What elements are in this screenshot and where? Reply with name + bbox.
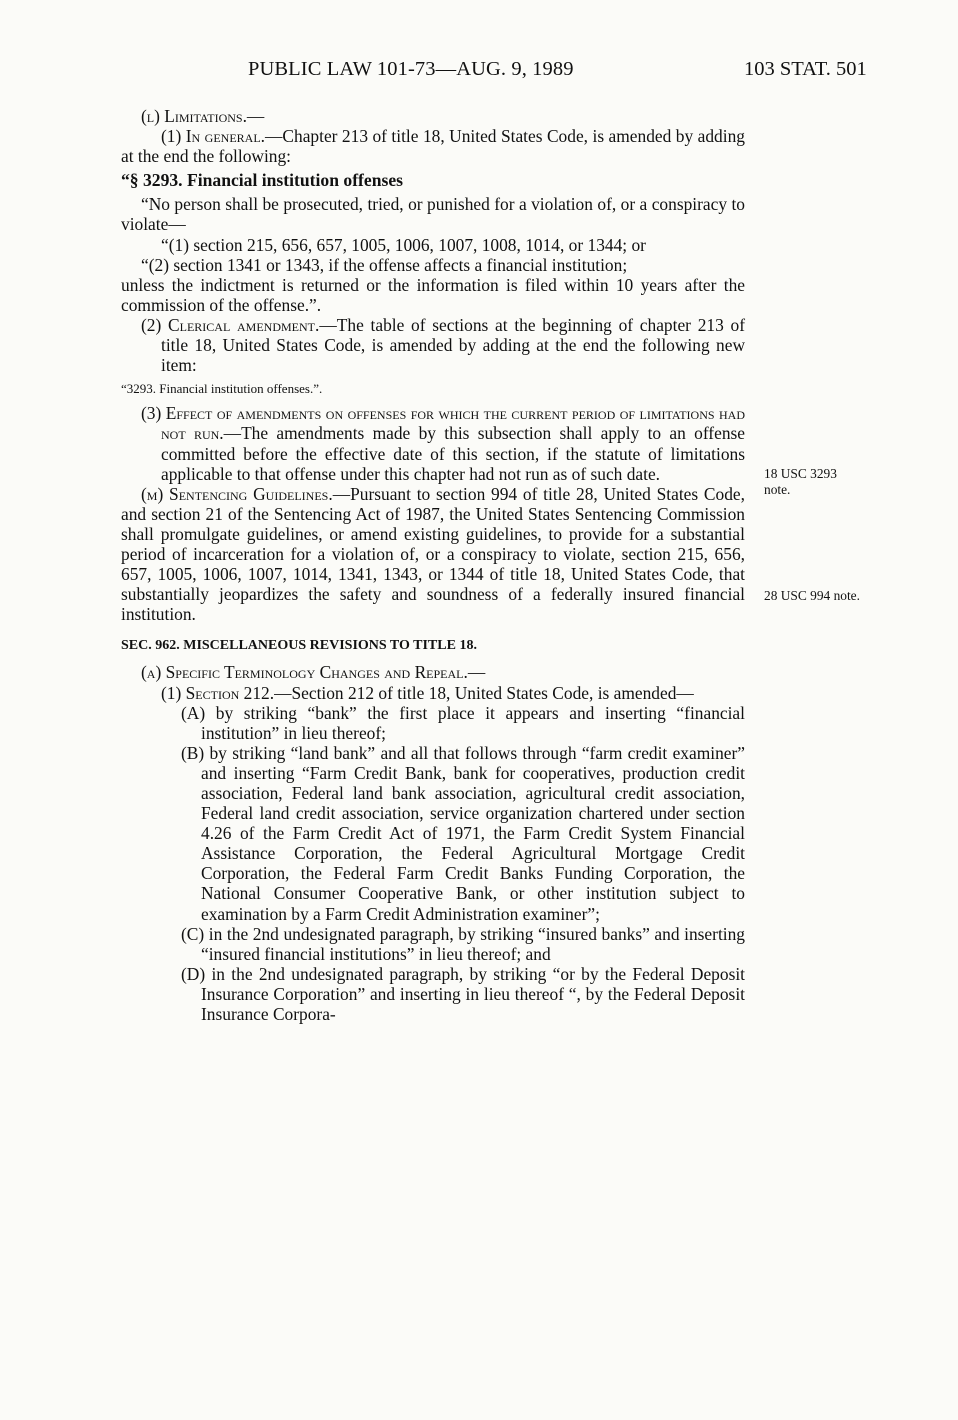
- section-962-title: SEC. 962. MISCELLANEOUS REVISIONS TO TITLE 18.: [121, 638, 477, 654]
- table-of-sections-item: “3293. Financial institution offenses.”.: [121, 381, 323, 397]
- document-body: [121, 106, 745, 1024]
- paragraph-l3-label: (3) Effect of amendments on offenses for which the current period of limitations had not run.: [141, 403, 745, 444]
- paragraph-l2: [121, 315, 745, 375]
- paragraph-l1-label: (1) In general.: [161, 126, 266, 147]
- page-header-title: PUBLIC LAW 101-73—AUG. 9, 1989: [248, 58, 574, 80]
- margin-note-18-usc-3293: 18 USC 3293 note.: [764, 466, 837, 497]
- new-section-item-2: “(2) section 1341 or 1343, if the offense affects a financial institution;: [141, 254, 628, 275]
- clause-A: (A) by striking “bank” the first place it appears and inserting “financial institution” in lieu thereof;: [181, 702, 745, 743]
- subsection-m: [121, 484, 745, 625]
- subsection-m-label: (m) Sentencing Guidelines.: [141, 483, 333, 504]
- paragraph-l2-text: —The table of sections at the beginning of chapter 213 of title 18, United States Code, is amended by adding at the end the following new item:: [161, 314, 746, 376]
- paragraph-l2-label: (2) Clerical amendment.: [141, 314, 320, 335]
- paragraph-l3-text: —The amendments made by this subsection shall apply to an offense committed before the effective date of this section, if the statute of limitations applicable to that offense under this chapter had not run as of such date.: [161, 423, 745, 484]
- clause-B: (B) by striking “land bank” and all that follows through “farm credit examiner” and inserting “Farm Credit Bank, bank for cooperatives, production credit association, Federal land bank association, agricultural credit association, Federal land credit association, service organization chartered under section 4.26 of the Farm Credit Act of 1971, the Farm Credit System Financial Assistance Corporation, the Federal Agricultural Mortgage Credit Corporation, the Federal Farm Credit Banks Funding Corporation, the National Consumer Cooperative Bank, or other institution subject to examination by a Farm Credit Administration examiner”;: [181, 742, 745, 924]
- paragraph-962a1-text: —Section 212 of title 18, United States Code, is amended—: [274, 682, 694, 703]
- new-section-heading: “§ 3293. Financial institution offenses: [121, 170, 404, 191]
- paragraph-l1-text: —Chapter 213 of title 18, United States Code, is amended by adding at the end the following:: [121, 126, 745, 167]
- subsection-m-text: —Pursuant to section 994 of title 28, United States Code, and section 21 of the Sentencing Act of 1987, the United States Sentencing Commission shall promulgate guidelines, or amend existing guidelines, to provide for a substantial period of incarceration for a violation of, or a conspiracy to violate, section 215, 656, 657, 1005, 1006, 1007, 1014, 1341, 1343, or 1344 of title 18, United States Code, that substantially jeopardizes the safety and soundness of a federally insured financial institution.: [121, 483, 745, 625]
- subsection-l-heading: (l) Limitations.—: [141, 106, 265, 126]
- paragraph-962a1: [121, 683, 745, 703]
- subsection-962a-heading: (a) Specific Terminology Changes and Repeal.—: [141, 662, 486, 683]
- new-section-item-1: “(1) section 215, 656, 657, 1005, 1006, 1007, 1008, 1014, or 1344; or: [161, 234, 646, 255]
- clause-D: (D) in the 2nd undesignated paragraph, by striking “or by the Federal Deposit Insurance Corporation” and inserting in lieu thereof “, by the Federal Deposit Insurance Corpora-: [181, 963, 745, 1025]
- clause-C: (C) in the 2nd undesignated paragraph, by striking “insured banks” and inserting “insured financial institutions” in lieu thereof; and: [181, 923, 745, 964]
- paragraph-l1: [121, 126, 745, 166]
- new-section-closing: unless the indictment is returned or the information is filed within 10 years after the commission of the offense.”.: [121, 274, 745, 315]
- new-section-intro: “No person shall be prosecuted, tried, or punished for a violation of, or a conspiracy to violate—: [121, 194, 745, 235]
- page-header-stat: 103 STAT. 501: [744, 58, 867, 80]
- paragraph-l3: [121, 403, 745, 483]
- margin-note-28-usc-994: 28 USC 994 note.: [764, 588, 860, 603]
- paragraph-962a1-label: (1) Section 212.: [161, 682, 275, 703]
